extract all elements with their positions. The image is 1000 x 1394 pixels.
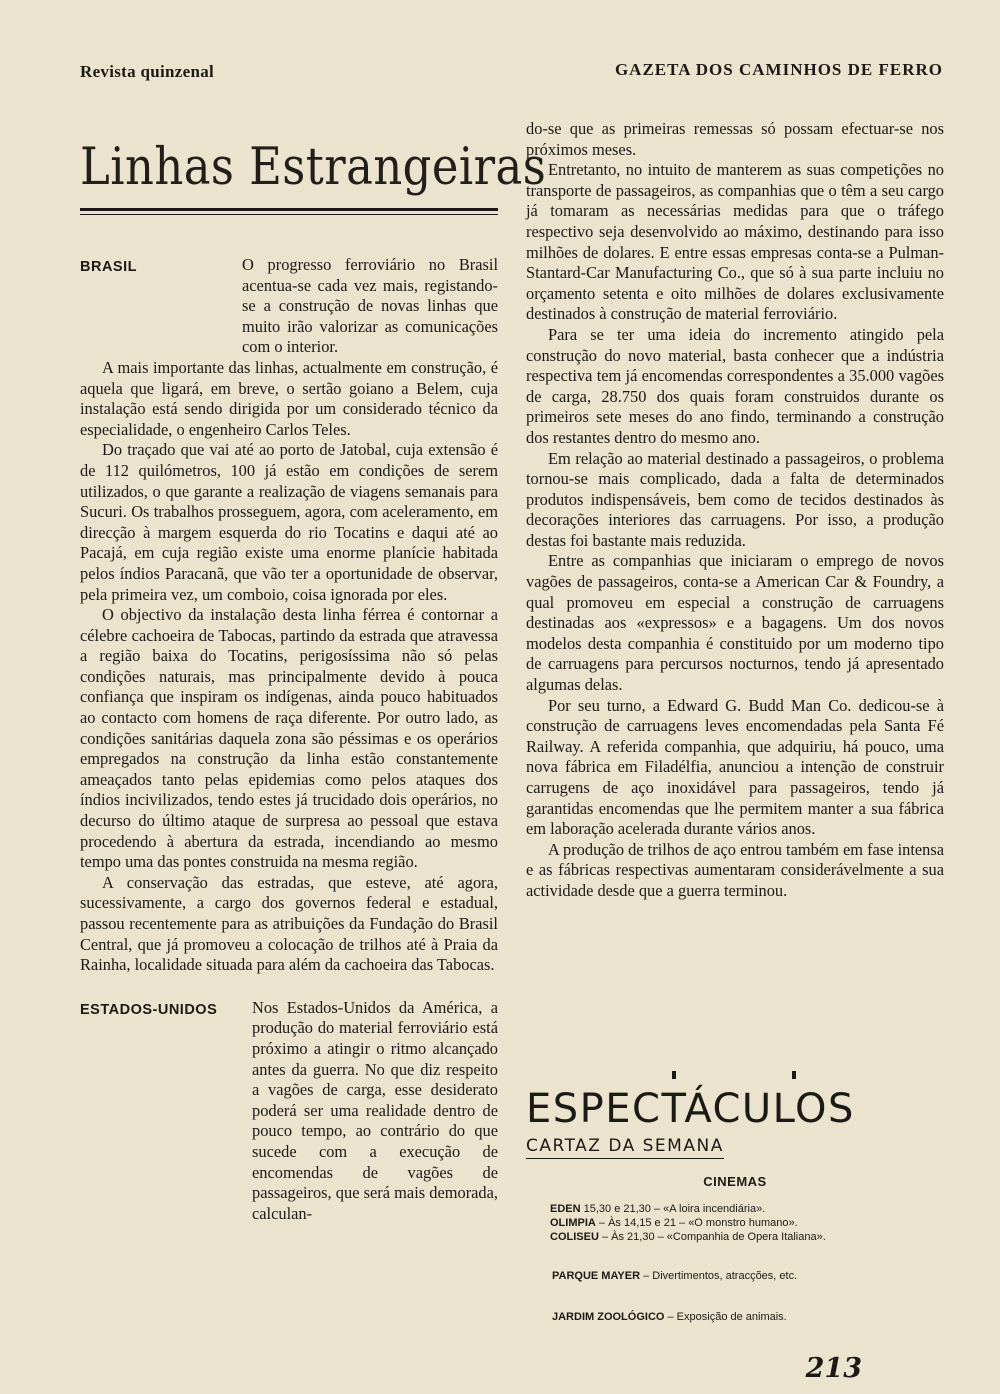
header-left: Revista quinzenal	[80, 62, 215, 81]
jardim-zoologico-entry: JARDIM ZOOLÓGICO – Exposição de animais.	[552, 1311, 787, 1323]
cinema-entry: EDEN 15,30 e 21,30 – «A loira incendiária».	[550, 1203, 766, 1215]
eua-paragraph-4: Em relação ao material destinado a passageiros, o problema tornou-se mais complicado, dada a falta de determinados produtos indispensáveis, bem como de tecidos destinados às decorações interiores das carruagens. Por isso, a produção destas foi bastante mais reduzida.	[526, 448, 944, 550]
section-separator-marks	[526, 1068, 944, 1078]
brasil-paragraph-1: O progresso ferroviário no Brasil acentua-se cada vez mais, registando-se a construção de novas linhas que muito irão valorizar as comunicações com o interior.	[242, 255, 498, 357]
section-heading-brasil: BRASIL	[80, 259, 137, 275]
espectaculos-title: ESPECTÁCULOS	[526, 1086, 855, 1132]
cinema-list	[550, 1202, 826, 1244]
left-column	[80, 255, 498, 1224]
section-heading-eua: ESTADOS-UNIDOS	[80, 1001, 218, 1018]
header-right: GAZETA DOS CAMINHOS DE FERRO	[614, 60, 943, 79]
eua-paragraph-7: A produção de trilhos de aço entrou também em fase intensa e as fábricas respectivas aumentaram considerávelmente a sua actividade desde que a guerra terminou.	[526, 839, 944, 900]
parque-mayer-entry: PARQUE MAYER – Divertimentos, atracções, etc.	[552, 1270, 798, 1282]
brasil-paragraph-4: O objectivo da instalação desta linha férrea é contornar a célebre cachoeira de Tabocas, partindo da estrada que atravessa a região baixa do Tocatins, perigosíssima não só pelas condições naturais, mas principalmente devido à pouca confiança que inspiram os indígenas, ainda pouco habituados ao contacto com homens de raça diferente. Por outro lado, as condições sanitárias daquela zona são péssimas e os operários empregados na construção da linha estão constantemente ameaçados tanto pelas epidemias como pelos ataques dos índios incivilizados, tendo estes já trucidado dois operários, no decurso do último ataque de surpresa ao pessoal que estava procedendo à abertura da estrada, incendiando ao mesmo tempo uma das pontes construida na mesma região.	[80, 605, 498, 872]
brasil-paragraph-2: A mais importante das linhas, actualmente em construção, é aquela que ligará, em breve, o sertão goiano a Belem, cuja instalação está sendo dirigida por um considerado técnico da especialidade, o engenheiro Carlos Teles.	[80, 357, 498, 439]
eua-paragraph-2: Entretanto, no intuito de manterem as suas competições no transporte de passageiros, as companhias que o têm a seu cargo já tomaram as necessárias medidas para que o tráfego respectivo seja desenvolvido ao máximo, destinando para isso milhões de dolares. E entre essas empresas conta-se a Pulman-Stantard-Car Manufacturing Co., que só à sua parte incluiu no orçamento setenta e oito milhões de dolares exclusivamente destinados à construção de material ferroviário.	[526, 160, 944, 324]
page-number: 213	[805, 1353, 862, 1384]
eua-paragraph-1: Nos Estados-Unidos da América, a produção do material ferroviário está próximo a atingir o ritmo alcançado antes da guerra. No que diz respeito a vagões de carga, esse desiderato poderá ser uma realidade dentro de pouco tempo, ao contrário do que sucede com a execução de encomendas de vagões de passageiros, que será mais demorada, calculan-	[252, 997, 498, 1223]
eua-paragraph-5: Entre as companhias que iniciaram o emprego de novos vagões de passageiros, conta-se a American Car & Foundry, a qual promoveu em especial a construção de carruagens destinadas aos «expressos» e a bagagens. Um dos novos modelos desta companhia é constituido por um moderno tipo de carruagens para percursos nocturnos, tendo já apresentado algumas delas.	[526, 551, 944, 695]
espectaculos-subtitle: CARTAZ DA SEMANA	[526, 1136, 724, 1159]
eua-paragraph-3: Para se ter uma ideia do incremento atingido pela construção do novo material, basta conhecer que a indústria respectiva tem já encomendas correspondentes a 35.000 vagões de carga, 28.750 dos quais foram construidos durante os primeiros sete meses do ano findo, terminando a construção dos restantes dentro do mesmo ano.	[526, 324, 944, 447]
brasil-paragraph-3: Do traçado que vai até ao porto de Jatobal, cuja extensão é de 112 quilómetros, 100 já estão em condições de serem utilizados, o que garante a realização de viagens semanais para Sucuri. Os trabalhos prosseguem, agora, com aceleramento, em direcção à margem esquerda do rio Tocatins e daqui até ao Pacajá, em cuja região existe uma enorme planície habitada pelos índios Paracanã, que vão ter a oportunidade de observar, pela primeira vez, um comboio, coisa ignorada por eles.	[80, 440, 498, 604]
title-rule-thick	[80, 208, 498, 211]
eua-continuation: do-se que as primeiras remessas só possam efectuar-se nos próximos meses.	[526, 119, 944, 159]
cinema-entry: COLISEU – Às 21,30 – «Companhia de Opera Italiana».	[550, 1231, 826, 1243]
brasil-paragraph-5: A conservação das estradas, que esteve, até agora, sucessivamente, a cargo dos governos federal e estadual, passou recentemente para as atribuições da Fundação do Brasil Central, que já promoveu a colocação de trilhos até à Praia da Rainha, localidade situada para além da cachoeira das Tabocas.	[80, 872, 498, 975]
eua-paragraph-6: Por seu turno, a Edward G. Budd Man Co. dedicou-se à construção de carruagens leves encomendadas pela Santa Fé Railway. A referida companhia, que adquiriu, há pouco, uma nova fábrica em Filadélfia, anunciou a intenção de construir carrugens de aço inoxidável para passageiros, tendo já garantidas encomendas que lhe permitem manter a sua fábrica em laboração acelerada durante vários anos.	[526, 695, 944, 839]
article-title-block	[80, 128, 547, 220]
right-column	[526, 119, 944, 902]
article-title: Linhas Estrangeiras	[80, 138, 547, 197]
title-rule-thin	[80, 214, 498, 215]
cinema-entry: OLIMPIA – Às 14,15 e 21 – «O monstro humano».	[550, 1217, 798, 1229]
cinemas-heading: CINEMAS	[703, 1174, 767, 1189]
